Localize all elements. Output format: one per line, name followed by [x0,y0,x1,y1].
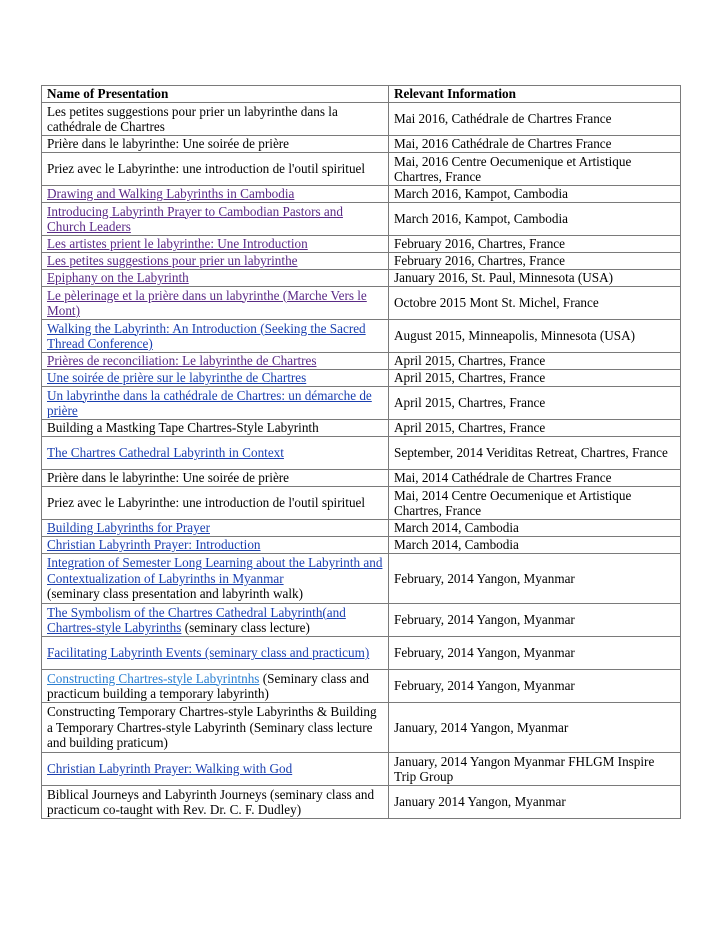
presentation-link[interactable]: Les artistes prient le labyrinthe: Une Introduction [47,236,308,252]
presentation-info: March 2016, Kampot, Cambodia [389,186,681,203]
presentation-info: March 2014, Cambodia [389,520,681,537]
presentation-info: April 2015, Chartres, France [389,387,681,420]
table-row [42,136,681,153]
table-row [42,353,681,370]
presentation-note: (seminary class lecture) [181,620,310,635]
presentation-link[interactable]: Un labyrinthe dans la cathédrale de Chartres: un démarche de prière [47,387,372,418]
presentation-name-cell [42,253,389,270]
table-row [42,236,681,253]
presentation-info: January 2014 Yangon, Myanmar [389,786,681,819]
presentation-name: Prière dans le labyrinthe: Une soirée de prière [42,470,389,487]
presentation-name: Les petites suggestions pour prier un labyrinthe dans la cathédrale de Chartres [42,103,389,136]
presentation-note: (seminary class presentation and labyrinth walk) [47,586,303,602]
presentation-name-cell [42,203,389,236]
table-row [42,203,681,236]
presentation-name-cell [42,537,389,554]
table-row [42,270,681,287]
presentation-link[interactable]: Le pèlerinage et la prière dans un labyrinthe (Marche Vers le Mont) [47,287,367,318]
presentation-name: Constructing Temporary Chartres-style Labyrinths & Building a Temporary Chartres-style Labyrinth (Seminary class lecture and building praticum) [42,703,389,753]
presentation-name-cell [42,236,389,253]
table-row [42,420,681,437]
presentation-info: March 2016, Kampot, Cambodia [389,203,681,236]
table-row [42,703,681,753]
table-row [42,670,681,703]
presentation-info: February, 2014 Yangon, Myanmar [389,554,681,604]
presentation-name-cell [42,670,389,703]
presentation-name-cell [42,753,389,786]
presentation-name-cell [42,637,389,670]
presentation-info: February, 2014 Yangon, Myanmar [389,604,681,637]
presentation-info: April 2015, Chartres, France [389,353,681,370]
presentation-name-cell [42,520,389,537]
header-name-of-presentation: Name of Presentation [42,86,389,103]
presentations-table [41,85,681,819]
presentation-link[interactable]: The Symbolism of the Chartres Cathedral Labyrinth(and Chartres-style Labyrinths [47,604,346,635]
table-row [42,153,681,186]
table-row [42,786,681,819]
presentation-info: January 2016, St. Paul, Minnesota (USA) [389,270,681,287]
presentation-name: Priez avec le Labyrinthe: une introduction de l'outil spirituel [42,487,389,520]
presentation-link[interactable]: Drawing and Walking Labyrinths in Cambodia [47,186,295,202]
presentation-info: February, 2014 Yangon, Myanmar [389,637,681,670]
presentation-link[interactable]: Facilitating Labyrinth Events (seminary class and practicum) [47,645,370,661]
presentation-name-cell [42,353,389,370]
table-row [42,437,681,470]
table-row [42,753,681,786]
presentation-name-cell [42,320,389,353]
presentation-name: Priez avec le Labyrinthe: une introduction de l'outil spirituel [42,153,389,186]
presentation-info: September, 2014 Veriditas Retreat, Chartres, France [389,437,681,470]
presentation-name: Biblical Journeys and Labyrinth Journeys (seminary class and practicum co-taught with Rev. Dr. C. F. Dudley) [42,786,389,819]
presentation-name-cell [42,270,389,287]
presentation-link[interactable]: Epiphany on the Labyrinth [47,270,189,286]
table-row [42,470,681,487]
presentation-name-cell [42,287,389,320]
presentation-name-cell [42,437,389,470]
table-row [42,637,681,670]
presentation-link[interactable]: Constructing Chartres-style Labyrintnhs [47,670,260,686]
presentation-link[interactable]: The Chartres Cathedral Labyrinth in Context [47,445,284,461]
presentation-info: Mai, 2014 Cathédrale de Chartres France [389,470,681,487]
table-row [42,387,681,420]
presentation-link[interactable]: Building Labyrinths for Prayer [47,520,210,536]
table-row [42,520,681,537]
presentation-note: (Seminary class and practicum building a temporary labyrinth) [47,670,369,701]
presentation-info: Octobre 2015 Mont St. Michel, France [389,287,681,320]
presentation-info: Mai, 2016 Cathédrale de Chartres France [389,136,681,153]
table-row [42,186,681,203]
presentation-info: August 2015, Minneapolis, Minnesota (USA) [389,320,681,353]
table-row [42,604,681,637]
header-relevant-information: Relevant Information [389,86,681,103]
presentation-info: February 2016, Chartres, France [389,253,681,270]
presentation-link[interactable]: Introducing Labyrinth Prayer to Cambodian Pastors and Church Leaders [47,203,343,234]
table-header-row [42,86,681,103]
table-row [42,320,681,353]
presentation-info: Mai, 2016 Centre Oecumenique et Artistique Chartres, France [389,153,681,186]
presentation-link[interactable]: Les petites suggestions pour prier un labyrinthe [47,253,298,269]
presentation-link[interactable]: Une soirée de prière sur le labyrinthe de Chartres [47,370,307,386]
table-row [42,287,681,320]
presentation-name-cell [42,604,389,637]
presentation-name-cell [42,370,389,387]
presentation-info: April 2015, Chartres, France [389,420,681,437]
presentation-name: Building a Mastking Tape Chartres-Style Labyrinth [42,420,389,437]
presentation-info: February, 2014 Yangon, Myanmar [389,670,681,703]
presentation-name-cell [42,186,389,203]
presentation-link[interactable]: Integration of Semester Long Learning about the Labyrinth and Contextualization of Labyrinths in Myanmar [47,555,383,586]
presentation-info: January, 2014 Yangon Myanmar FHLGM Inspire Trip Group [389,753,681,786]
presentation-info: Mai 2016, Cathédrale de Chartres France [389,103,681,136]
table-row [42,554,681,604]
presentation-name-cell [42,554,389,604]
table-row [42,487,681,520]
presentation-info: Mai, 2014 Centre Oecumenique et Artistique Chartres, France [389,487,681,520]
presentation-info: March 2014, Cambodia [389,537,681,554]
presentation-name-cell [42,387,389,420]
presentation-info: January, 2014 Yangon, Myanmar [389,703,681,753]
presentation-link[interactable]: Christian Labyrinth Prayer: Introduction [47,537,261,553]
presentation-link[interactable]: Prières de reconciliation: Le labyrinthe de Chartres [47,353,317,369]
table-row [42,537,681,554]
presentation-link[interactable]: Christian Labyrinth Prayer: Walking with God [47,761,293,777]
table-row [42,103,681,136]
table-row [42,253,681,270]
table-row [42,370,681,387]
presentation-info: February 2016, Chartres, France [389,236,681,253]
presentation-info: April 2015, Chartres, France [389,370,681,387]
presentation-name: Prière dans le labyrinthe: Une soirée de prière [42,136,389,153]
presentation-link[interactable]: Walking the Labyrinth: An Introduction (Seeking the Sacred Thread Conference) [47,320,366,351]
